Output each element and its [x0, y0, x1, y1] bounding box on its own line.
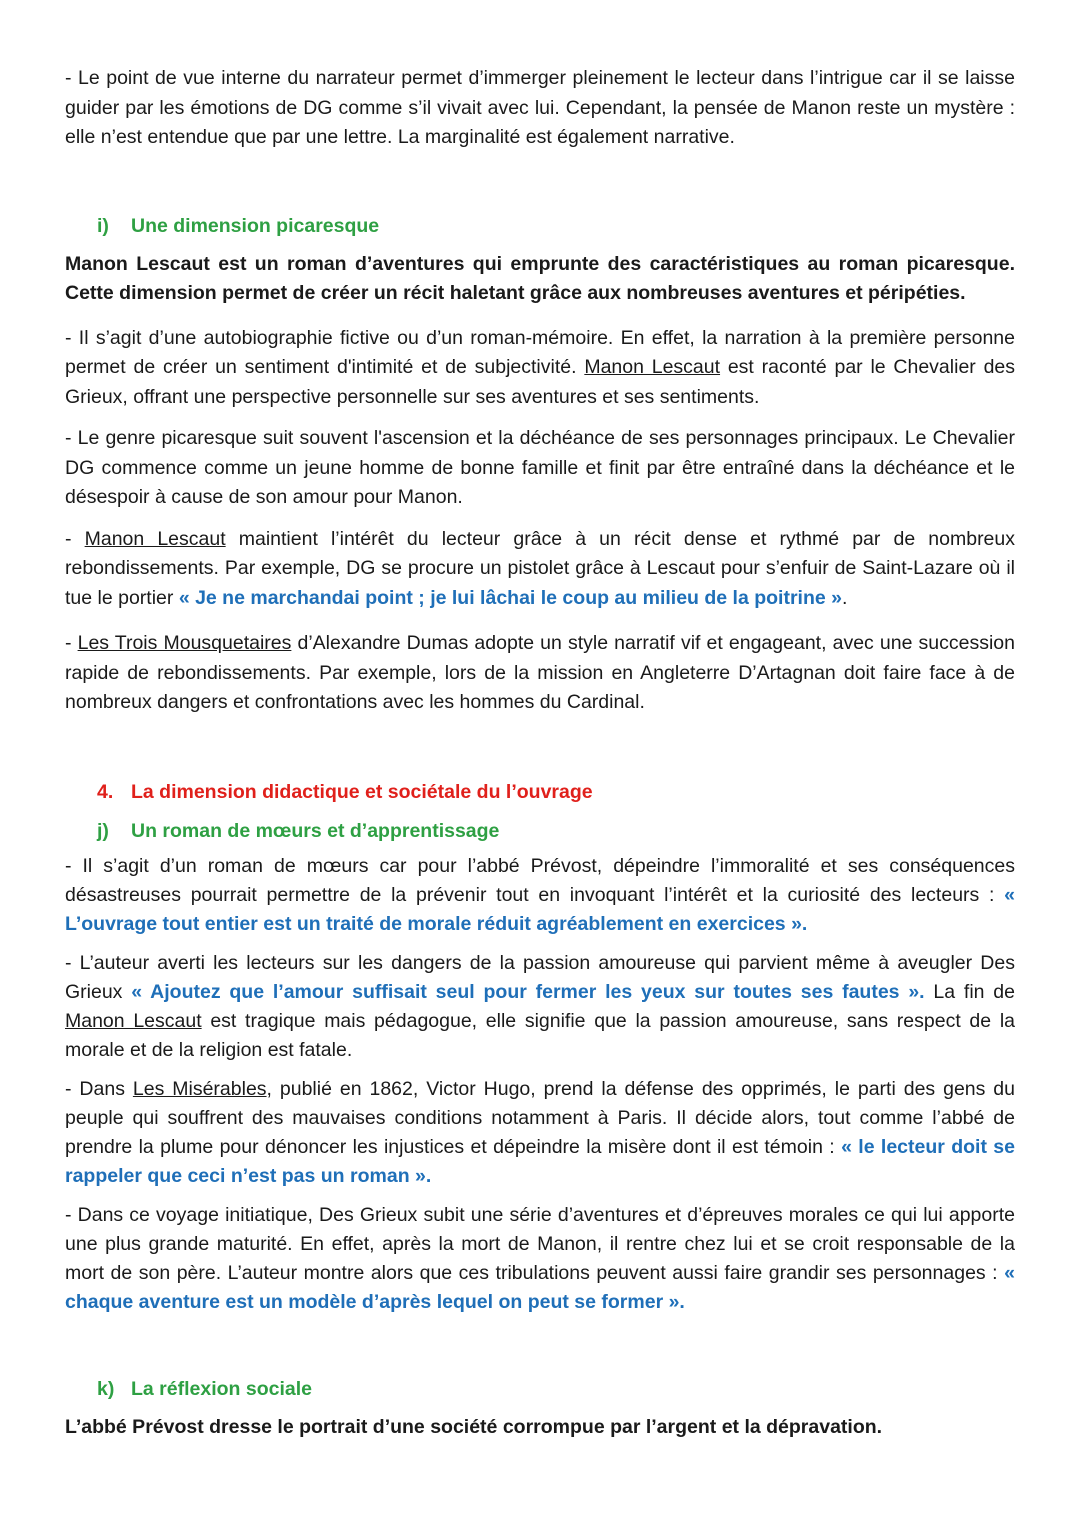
paragraph-miserables: - Dans Les Misérables, publié en 1862, Victor Hugo, prend la défense des opprimés, le parti des gens du peuple qui souffrent des mauvaises conditions notamment à Paris. Il décide alors, tout comme l’abbé de prendre la plume pour dénoncer les injustices et dépeindre la misère dont il est témoin : « le lecteur doit se rappeler que ceci n’est pas un roman ».	[65, 1077, 1015, 1187]
heading-moeurs	[97, 816, 1015, 846]
quote: « Ajoutez que l’amour suffisait seul pour fermer les yeux sur toutes ses fautes ».	[131, 980, 925, 1003]
paragraph-autobiography: - Il s’agit d’une autobiographie fictive ou d’un roman-mémoire. En effet, la narration à la première personne permet de créer un sentiment d'intimité et de subjectivité. Manon Lescaut est raconté par le Chevalier des Grieux, offrant une perspective personnelle sur ses aventures et ses sentiments.	[65, 326, 1016, 408]
quote: « L’ouvrage tout entier est un traité de morale réduit agréablement en exercices ».	[65, 883, 1015, 935]
book-title: Manon Lescaut	[65, 1009, 202, 1032]
quote: « chaque aventure est un modèle d’après lequel on peut se former ».	[65, 1261, 1015, 1313]
heading-title: La réflexion sociale	[131, 1377, 312, 1400]
book-title: Manon Lescaut	[584, 356, 721, 378]
heading-number: j)	[97, 819, 109, 842]
paragraph-rebondissements: - Manon Lescaut maintient l’intérêt du lecteur grâce à un récit dense et rythmé par de nombreux rebondissements. Par exemple, DG se procure un pistolet grâce à Lescaut pour s’enfuir de Saint-Lazare où il tue le portier « Je ne marchandai point ; je lui lâchai le coup au milieu de la poitrine ».	[65, 527, 1016, 609]
heading-number: k)	[97, 1377, 115, 1400]
paragraph-trois-mousquetaires: - Les Trois Mousquetaires d’Alexandre Dumas adopte un style narratif vif et engageant, avec une succession rapide de rebondissements. Par exemple, lors de la mission en Angleterre D’Artagnan doit faire face à de nombreux dangers et confrontations avec les hommes du Cardinal.	[65, 632, 1015, 713]
quote: « le lecteur doit se rappeler que ceci n’est pas un roman ».	[65, 1135, 1015, 1187]
intro-picaresque: Manon Lescaut est un roman d’aventures qui emprunte des caractéristiques au roman picaresque. Cette dimension permet de créer un récit haletant grâce aux nombreuses aventures et péripéties.	[65, 252, 1015, 304]
heading-section-4	[97, 777, 1015, 807]
book-title: Manon Lescaut	[84, 527, 226, 550]
quote: « Je ne marchandai point ; je lui lâchai le coup au milieu de la poitrine »	[178, 586, 842, 609]
document-page	[65, 64, 1015, 1442]
heading-title: Une dimension picaresque	[131, 214, 380, 237]
paragraph-ascension: - Le genre picaresque suit souvent l'ascension et la déchéance de ses personnages principaux. Le Chevalier DG commence comme un jeune homme de bonne famille et finit par être entraîné dans la déchéance et le désespoir à cause de son amour pour Manon.	[65, 427, 1015, 508]
intro-reflexion-sociale: L’abbé Prévost dresse le portrait d’une société corrompue par l’argent et la dépravation.	[65, 1415, 883, 1438]
heading-title: La dimension didactique et sociétale du l’ouvrage	[131, 780, 593, 803]
heading-reflexion-sociale	[97, 1374, 1015, 1404]
paragraph-narrative-point-of-view: - Le point de vue interne du narrateur permet d’immerger pleinement le lecteur dans l’intrigue car il se laisse guider par les émotions de DG comme s’il vivait avec lui. Cependant, la pensée de Manon reste un mystère : elle n’est entendue que par une lettre. La marginalité est également narrative.	[65, 67, 1015, 148]
paragraph-voyage-initiatique: - Dans ce voyage initiatique, Des Grieux subit une série d’aventures et d’épreuves morales ce qui lui apporte une plus grande maturité. En effet, après la mort de Manon, il rentre chez lui et se croit responsable de la mort de son père. L’auteur montre alors que ces tribulations peuvent aussi faire grandir ses personnages : « chaque aventure est un modèle d’après lequel on peut se former ».	[65, 1203, 1015, 1313]
heading-number: 4.	[97, 780, 114, 803]
heading-number: i)	[97, 214, 109, 237]
heading-picaresque	[97, 211, 1015, 241]
book-title: Les Misérables	[132, 1077, 267, 1100]
book-title: Les Trois Mousquetaires	[77, 632, 292, 654]
paragraph-roman-de-moeurs: - Il s’agit d’un roman de mœurs car pour l’abbé Prévost, dépeindre l’immoralité et ses conséquences désastreuses pourrait permettre de la prévenir tout en invoquant l’intérêt et la curiosité des lecteurs : « L’ouvrage tout entier est un traité de morale réduit agréablement en exercices ».	[65, 854, 1015, 935]
paragraph-passion: - L’auteur averti les lecteurs sur les dangers de la passion amoureuse qui parvient même à aveugler Des Grieux « Ajoutez que l’amour suffisait seul pour fermer les yeux sur toutes ses fautes ». La fin de Manon Lescaut est tragique mais pédagogue, elle signifie que la passion amoureuse, sans respect de la morale et de la religion est fatale.	[65, 951, 1016, 1061]
heading-title: Un roman de mœurs et d’apprentissage	[131, 819, 500, 842]
